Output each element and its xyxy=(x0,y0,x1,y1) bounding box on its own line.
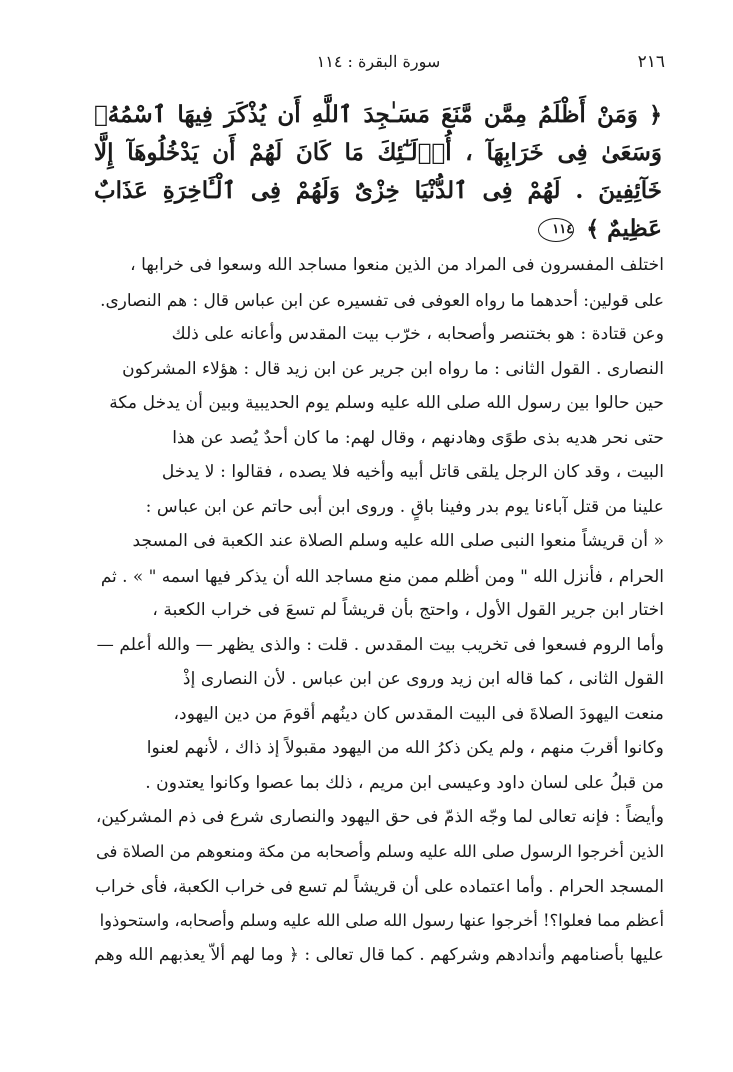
running-header xyxy=(92,52,665,80)
commentary-line: منعت اليهودَ الصلاةَ فى البيت المقدس كان دينُهم أقومَ من دين اليهود، xyxy=(173,703,664,724)
commentary-line: الذين أخرجوا الرسول صلى الله عليه وسلم وأصحابه من مكة ومنعوهم من الصلاة فى xyxy=(95,841,664,861)
commentary-line: اختار ابن جرير القول الأول ، واحتج بأن قريشاً لم تسعَ فى خراب الكعبة ، xyxy=(152,600,664,620)
commentary-line: اختلف المفسرون فى المراد من الذين منعوا مساجد الله وسعوا فى خرابها ، xyxy=(130,255,664,275)
commentary-line: الحرام ، فأنزل الله " ومن أظلم ممن منع مساجد الله أن يذكر فيها اسمه " » . ثم xyxy=(100,565,664,586)
commentary-line: من قبلُ على لسان داود وعيسى ابن مريم ، ذلك بما عصوا وكانوا يعتدون . xyxy=(145,772,664,793)
commentary-line: المسجد الحرام . وأما اعتماده على أن قريشاً لم تسع فى خراب الكعبة، فأى خراب xyxy=(95,876,664,896)
surah-heading: سورة البقرة : ١١٤ xyxy=(316,52,441,71)
commentary-line: أعظم مما فعلوا؟! أخرجوا عنها رسول الله صلى الله عليه وسلم وأصحابه، واستحوذوا xyxy=(99,910,664,930)
commentary-line: وكانوا أقربَ منهم ، ولم يكن ذكرُ الله من اليهود مقبولاً إذ ذاك ، لأنهم لعنوا xyxy=(146,738,664,758)
commentary-line: البيت ، وقد كان الرجل يلقى قاتل أبيه وأخيه فلا يصده ، فقالوا : لا يدخل xyxy=(161,462,664,482)
commentary-line: على قولين: أحدهما ما رواه العوفى فى تفسيره عن ابن عباس قال : هم النصارى. xyxy=(100,289,664,310)
quran-verse xyxy=(94,96,662,248)
commentary-line: وعن قتادة : هو بختنصر وأصحابه ، خرّب بيت المقدس وأعانه على ذلك xyxy=(171,324,664,344)
commentary-line: عليها بأصنامهم وأندادهم وشركهم . كما قال تعالى : ﴿ وما لهم ألاّ يعذبهم الله وهم xyxy=(94,945,664,965)
verse-text: وَمَنْ أَظْلَمُ مِمَّن مَّنَعَ مَسَـٰجِدَ ٱللَّهِ أَن يُذْكَرَ فِيهَا ٱسْمُهُۥ وَسَعَىٰ فِى خَرَابِهَآ ، أُو۟لَـٰٓئِكَ مَا كَانَ لَهُمْ أَن يَدْخُلُوهَآ إِلَّا خَآئِفِينَ . لَهُمْ فِى ٱلدُّنْيَا خِزْىٌ وَلَهُمْ فِى ٱلْـَٔاخِرَةِ عَذَابٌ عَظِيمٌ xyxy=(94,101,662,242)
verse-open-bracket: ﴿ xyxy=(649,102,662,128)
page-number: ٢١٦ xyxy=(637,52,665,72)
commentary-line: النصارى . القول الثانى : ما رواه ابن جرير عن ابن زيد قال : هؤلاء المشركون xyxy=(122,358,664,379)
commentary-line: القول الثانى ، كما قاله ابن زيد وروى عن ابن عباس . لأن النصارى إذْ xyxy=(182,669,664,689)
commentary-line: وأيضاً : فإنه تعالى لما وجّه الذمّ فى حق اليهود والنصارى شرع فى ذم المشركين، xyxy=(95,807,664,827)
commentary-line: حتى نحر هديه بذى طوًى وهادنهم ، وقال لهم: ما كان أحدٌ يُصد عن هذا xyxy=(172,427,664,448)
commentary-line: علينا من قتل آباءنا يوم بدر وفينا باقٍ . وروى ابن أبى حاتم عن ابن عباس : xyxy=(145,496,664,517)
commentary-line: « أن قريشاً منعوا النبى صلى الله عليه وسلم الصلاة عند الكعبة فى المسجد xyxy=(132,531,664,551)
commentary-text xyxy=(92,248,664,973)
ayah-number-marker: ١١٤ xyxy=(538,218,574,242)
verse-close-bracket: ﴾ xyxy=(586,216,600,242)
commentary-line: وأما الروم فسعوا فى تخريب بيت المقدس . قلت : والذى يظهر — والله أعلم — xyxy=(96,634,664,655)
commentary-line: حين حالوا بين رسول الله صلى الله عليه وسلم يوم الحديبية وبين أن يدخل مكة xyxy=(109,393,664,413)
